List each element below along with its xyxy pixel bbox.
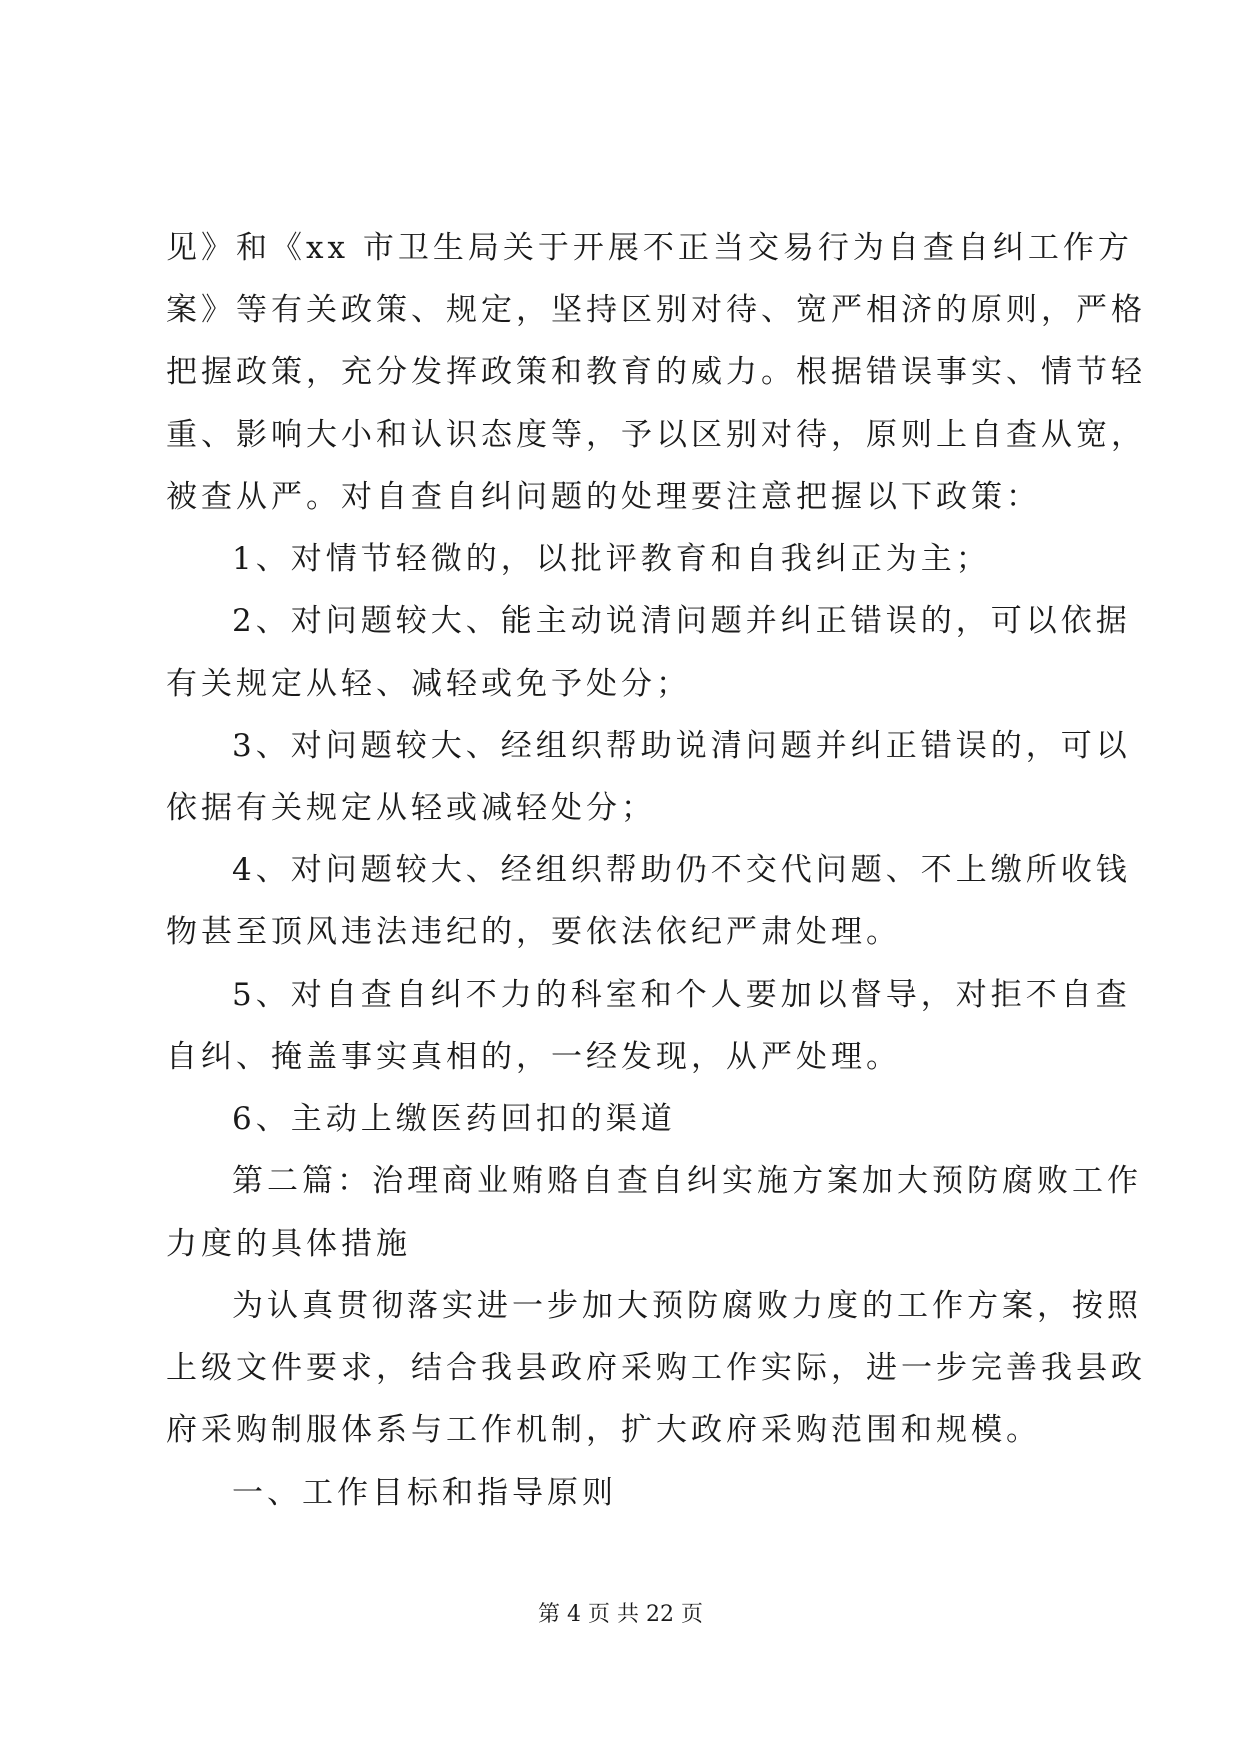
page-number-footer: 第 4 页 共 22 页 [538, 1602, 703, 1627]
text-line: 有关规定从轻、减轻或免予处分； [166, 666, 691, 702]
text-line: 把握政策，充分发挥政策和教育的威力。根据错误事实、情节轻 [166, 354, 1146, 390]
subsection-heading: 一、工作目标和指导原则 [232, 1475, 617, 1511]
list-item-6: 6、主动上缴医药回扣的渠道 [232, 1101, 676, 1137]
list-item-4: 4、对问题较大、经组织帮助仍不交代问题、不上缴所收钱 [232, 852, 1131, 888]
text-line: 见》和《xx 市卫生局关于开展不正当交易行为自查自纠工作方 [166, 230, 1133, 266]
paragraph-line: 为认真贯彻落实进一步加大预防腐败力度的工作方案，按照 [232, 1288, 1142, 1324]
text-line: 物甚至顶风违法违纪的，要依法依纪严肃处理。 [166, 914, 901, 950]
text-line: 重、影响大小和认识态度等，予以区别对待，原则上自查从宽， [166, 417, 1146, 453]
list-item-3: 3、对问题较大、经组织帮助说清问题并纠正错误的，可以 [232, 728, 1131, 764]
text-line: 自纠、掩盖事实真相的，一经发现，从严处理。 [166, 1039, 901, 1075]
text-line: 被查从严。对自查自纠问题的处理要注意把握以下政策： [166, 479, 1041, 515]
text-line: 案》等有关政策、规定，坚持区别对待、宽严相济的原则，严格 [166, 292, 1146, 328]
paragraph-line: 上级文件要求，结合我县政府采购工作实际，进一步完善我县政 [166, 1350, 1146, 1386]
section-heading: 第二篇：治理商业贿赂自查自纠实施方案加大预防腐败工作 [232, 1163, 1142, 1199]
paragraph-line: 府采购制服体系与工作机制，扩大政府采购范围和规模。 [166, 1412, 1041, 1448]
list-item-5: 5、对自查自纠不力的科室和个人要加以督导，对拒不自查 [232, 977, 1131, 1013]
list-item-1: 1、对情节轻微的，以批评教育和自我纠正为主； [232, 541, 991, 577]
text-line: 依据有关规定从轻或减轻处分； [166, 790, 656, 826]
section-heading-continued: 力度的具体措施 [166, 1226, 411, 1262]
list-item-2: 2、对问题较大、能主动说清问题并纠正错误的，可以依据 [232, 603, 1131, 639]
